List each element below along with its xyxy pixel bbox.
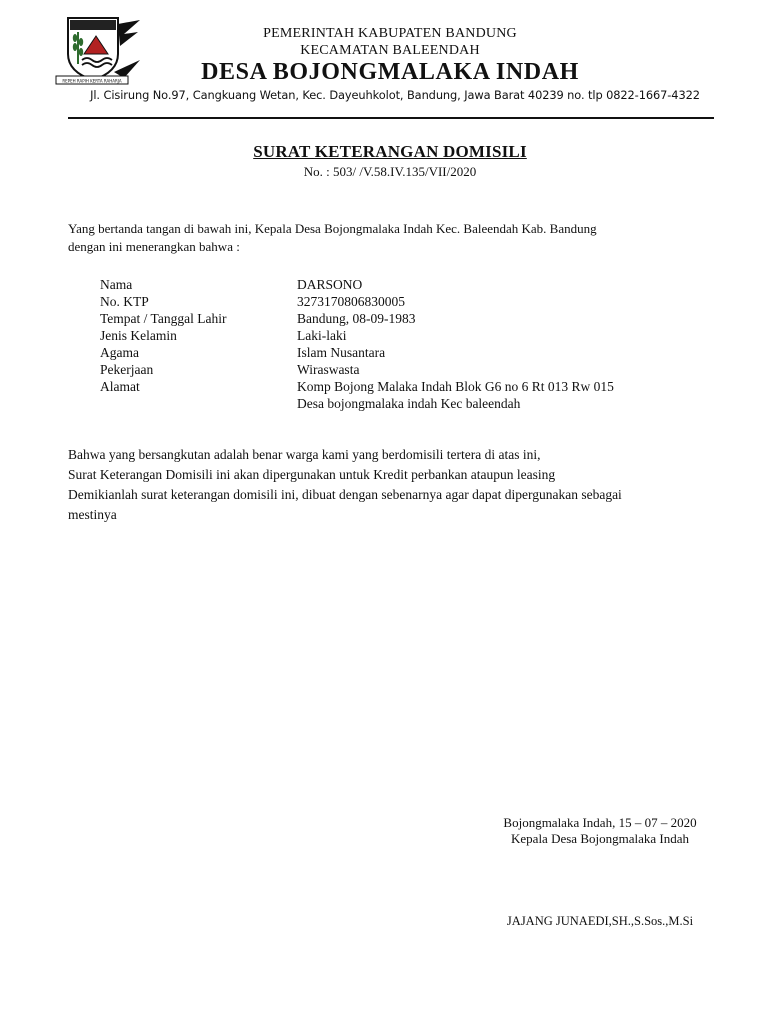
statement-line: Demikianlah surat keterangan domisili ini, dibuat dengan sebenarnya agar dapat dipergunakan sebagai [68, 487, 622, 502]
field-value-address-continued: Desa bojongmalaka indah Kec baleendah [297, 396, 521, 411]
field-label-gender: Jenis Kelamin [100, 328, 177, 343]
field-value-address: Komp Bojong Malaka Indah Blok G6 no 6 Rt 013 Rw 015 [297, 379, 614, 394]
svg-text:REPEH RAPIH KERTA RAHARJA: REPEH RAPIH KERTA RAHARJA [62, 78, 122, 84]
field-value-birth: Bandung, 08-09-1983 [297, 311, 416, 326]
field-label-occupation: Pekerjaan [100, 362, 154, 377]
document-number: No. : 503/ /V.58.IV.135/VII/2020 [303, 164, 477, 179]
district-header-line: KECAMATAN BALEENDAH [300, 43, 480, 58]
field-value-occupation: Wiraswasta [297, 362, 360, 377]
intro-line: Yang bertanda tangan di bawah ini, Kepala Desa Bojongmalaka Indah Kec. Baleendah Kab. Bandung [68, 221, 597, 236]
field-label-birth: Tempat / Tanggal Lahir [100, 311, 227, 326]
field-label-nama: Nama [100, 277, 133, 292]
village-name-heading: DESA BOJONGMALAKA INDAH [201, 59, 579, 85]
letterhead-divider [68, 117, 714, 119]
regency-emblem-logo [54, 14, 144, 86]
field-label-address: Alamat [100, 379, 140, 394]
government-header-line: PEMERINTAH KABUPATEN BANDUNG [263, 26, 517, 41]
statement-line: Bahwa yang bersangkutan adalah benar warga kami yang berdomisili tertera di atas ini, [68, 447, 541, 462]
field-label-ktp: No. KTP [100, 294, 149, 309]
intro-line: dengan ini menerangkan bahwa : [68, 239, 240, 254]
signatory-name: JAJANG JUNAEDI,SH.,S.Sos.,M.Si [506, 914, 694, 928]
document-title: SURAT KETERANGAN DOMISILI [253, 142, 527, 161]
field-value-ktp: 3273170806830005 [297, 294, 405, 309]
field-value-nama: DARSONO [297, 277, 363, 292]
office-address: Jl. Cisirung No.97, Cangkuang Wetan, Kec. Dayeuhkolot, Bandung, Jawa Barat 40239 no. tlp 0822-1667-4322 [90, 88, 700, 102]
field-label-religion: Agama [100, 345, 139, 360]
signature-place-date: Bojongmalaka Indah, 15 – 07 – 2020 [503, 815, 697, 830]
signature-role: Kepala Desa Bojongmalaka Indah [511, 831, 689, 846]
statement-line: mestinya [68, 507, 117, 522]
field-value-gender: Laki-laki [297, 328, 347, 343]
statement-line: Surat Keterangan Domisili ini akan dipergunakan untuk Kredit perbankan ataupun leasing [68, 467, 556, 482]
field-value-religion: Islam Nusantara [297, 345, 386, 360]
